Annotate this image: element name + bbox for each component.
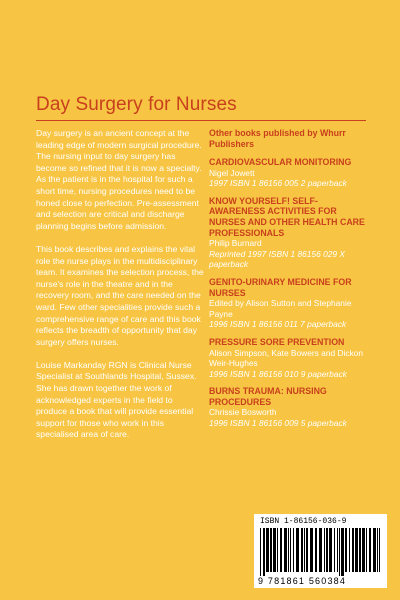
barcode-bar — [293, 528, 294, 572]
barcode-bar — [290, 528, 291, 572]
barcode-bar — [270, 528, 272, 572]
book-entry-title: PRESSURE SORE PREVENTION — [209, 336, 345, 347]
book-title: Day Surgery for Nurses — [36, 94, 237, 115]
barcode-bar — [355, 528, 358, 572]
barcode-bar — [341, 528, 344, 576]
book-entry — [209, 277, 374, 330]
description-column — [36, 128, 204, 453]
barcode-bar — [359, 528, 361, 572]
barcode-bar — [345, 528, 347, 572]
book-entry — [209, 337, 374, 379]
book-entry-publication: 1996 ISBN 1 86156 011 7 paperback — [209, 319, 347, 330]
barcode-bar — [310, 528, 313, 572]
barcode-bar — [288, 528, 289, 572]
book-entry — [209, 157, 374, 189]
book-entry-author: Alison Simpson, Kate Bowers and Dickon Weir-Hughes — [209, 347, 364, 369]
book-entry-title: KNOW YOURSELF! SELF-AWARENESS ACTIVITIES FOR NURSES AND OTHER HEALTH CARE PROFESSIONALS — [209, 195, 365, 238]
barcode-bar — [369, 528, 371, 572]
book-entry-title: CARDIOVASCULAR MONITORING — [209, 157, 352, 167]
barcode-bar — [379, 528, 380, 572]
isbn-label: ISBN 1-86156-036-9 — [260, 517, 347, 526]
barcode-bar — [319, 528, 322, 572]
barcode-bar — [373, 528, 376, 572]
book-entry-title: GENITO-URINARY MEDICINE FOR NURSES — [209, 276, 352, 298]
barcode-bar — [329, 528, 332, 572]
book-entry — [209, 386, 374, 428]
barcode-bar — [266, 528, 269, 572]
barcode-bar — [352, 528, 354, 572]
other-books-column — [209, 128, 374, 436]
barcode-bar — [301, 528, 303, 572]
author-bio: Louise Markanday RGN is Clinical Nurse Specialist at Southlands Hospital, Sussex. She has drawn together the work of acknowledged experts in the field to produce a book that will provide essential support for those who work in this specialised area of care. — [36, 359, 197, 440]
barcode-bar — [339, 528, 340, 576]
other-books-heading: Other books published by Whurr Publishers — [209, 128, 346, 149]
book-entry — [209, 196, 374, 270]
barcode-bar — [304, 528, 305, 572]
description-paragraph: This book describes and explains the vital role the nurse plays in the multidisciplinary team. It examines the selection process, the nurse's role in the theatre and in the recovery room, and the care needed on the ward. Few other specialities provide such a comprehensive range of care and this book reflects the breadth of opportunity that day surgery offers nurses. — [36, 243, 204, 347]
book-entry-publication: 1997 ISBN 1 86156 005 2 paperback — [209, 178, 347, 189]
barcode-bar — [334, 528, 335, 572]
barcode-bar — [306, 528, 308, 572]
barcode-bar — [284, 528, 287, 572]
book-entry-publication: Reprinted 1997 ISBN 1 86156 029 X paperback — [209, 248, 345, 270]
barcode-bar — [326, 528, 328, 572]
barcode-bar — [260, 528, 261, 576]
barcode-bar — [315, 528, 317, 572]
barcode-bar — [362, 528, 365, 572]
barcode-bar — [280, 528, 282, 572]
barcode-bar — [337, 528, 338, 572]
book-entry-publication: 1996 ISBN 1 86156 010 9 paperback — [209, 368, 347, 379]
book-entry-publication: 1996 ISBN 1 86156 009 5 paperback — [209, 418, 347, 429]
barcode-bar — [349, 528, 350, 572]
barcode-bar — [366, 528, 367, 572]
barcode-bar — [296, 528, 299, 572]
book-entry-author: Philip Burnard — [209, 238, 262, 249]
book-entry-author: Nigel Jowett — [209, 167, 255, 178]
ean-number: 9 781861 560384 — [258, 576, 347, 586]
book-entry-author: Edited by Alison Sutton and Stephanie Payne — [209, 298, 352, 319]
description-paragraph: Day surgery is an ancient concept at the leading edge of modern surgical procedure. The nursing input to day surgery has become so refined that it is now a specialty. As the patient is in the hospital for such a short time, nursing procedures need to be honed close to perfection. Pre-assessment and selection are critical and discharge planning begins before admission. — [36, 128, 202, 231]
barcode-bar — [263, 528, 265, 576]
barcode-bar — [273, 528, 276, 572]
barcode-panel — [254, 514, 387, 588]
barcode-bar — [377, 528, 378, 572]
book-entry-title: BURNS TRAUMA: NURSING PROCEDURES — [209, 386, 327, 407]
barcode-icon — [260, 528, 381, 576]
book-entry-author: Chrissie Bosworth — [209, 407, 277, 418]
barcode-bar — [324, 528, 325, 572]
title-rule — [36, 120, 366, 121]
barcode-bar — [277, 528, 278, 572]
